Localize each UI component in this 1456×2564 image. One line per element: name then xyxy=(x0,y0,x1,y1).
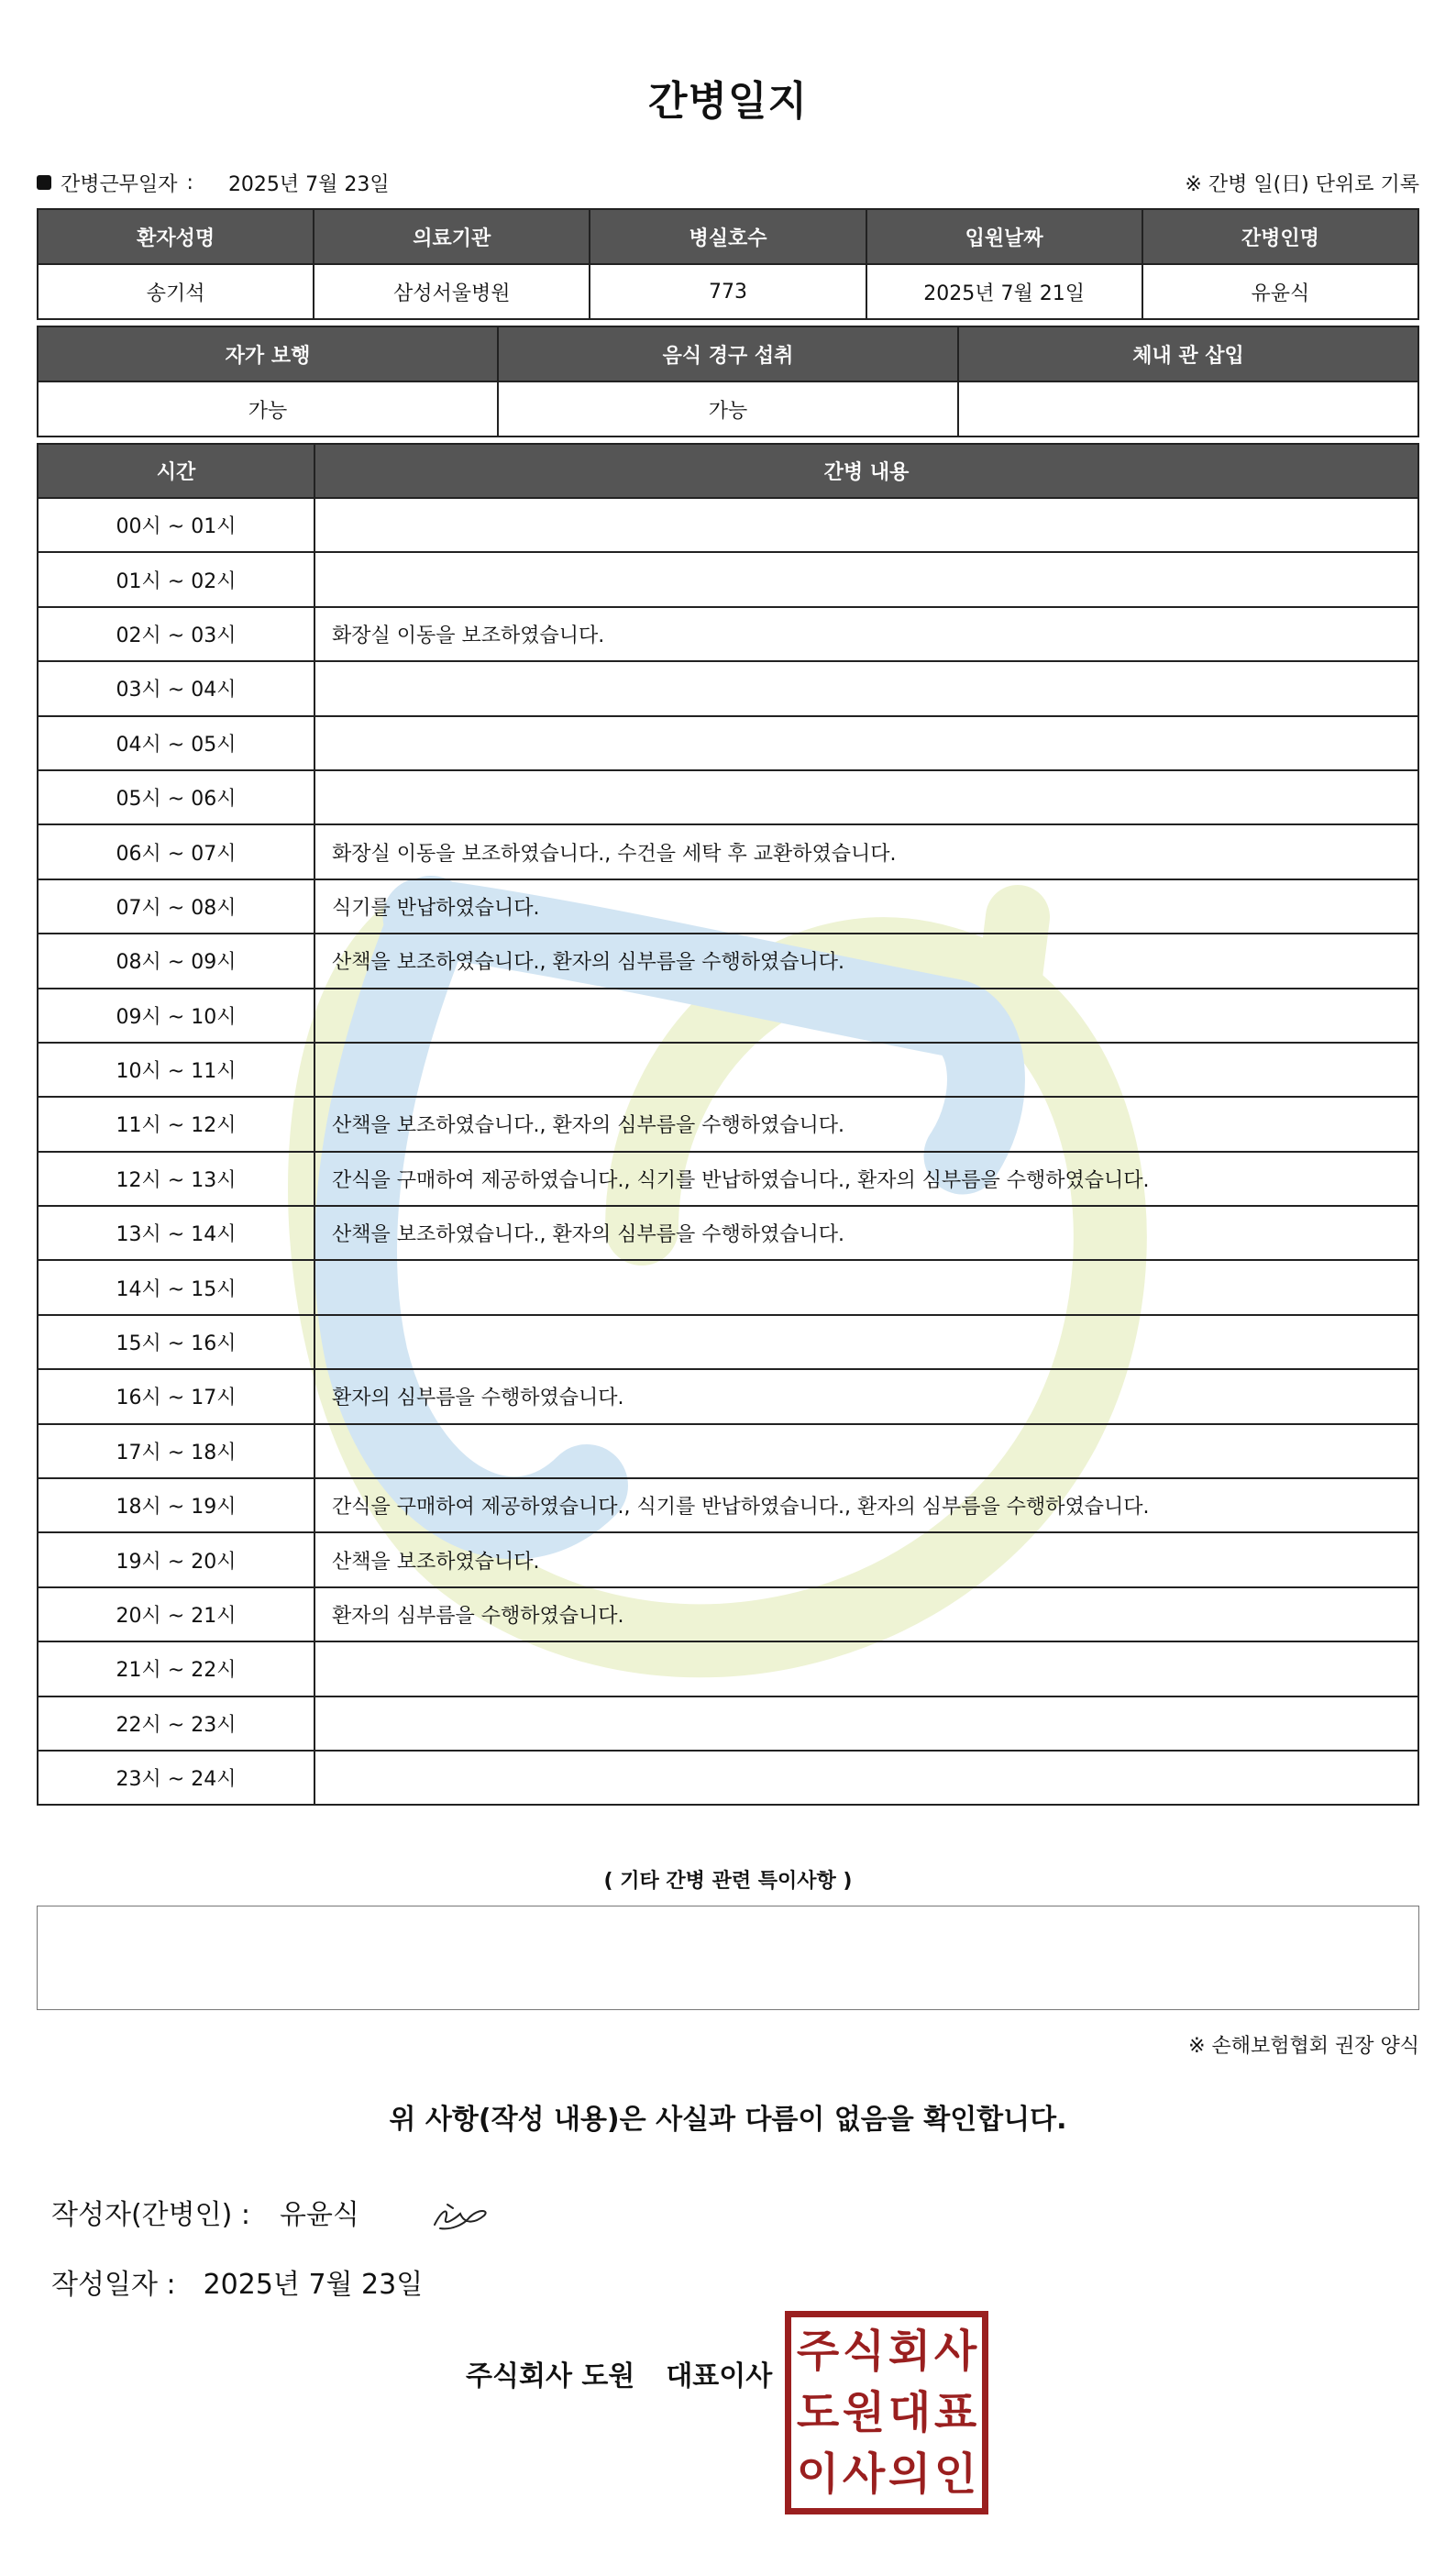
time-slot: 22시 ~ 23시 xyxy=(38,1696,314,1751)
writing-date-line xyxy=(51,2261,423,2302)
time-slot: 02시 ~ 03시 xyxy=(38,607,314,661)
table-row xyxy=(38,1424,1418,1478)
signature xyxy=(429,2197,493,2234)
care-content xyxy=(314,1424,1418,1478)
care-content xyxy=(314,716,1418,770)
table-row xyxy=(38,770,1418,824)
time-slot: 12시 ~ 13시 xyxy=(38,1152,314,1206)
time-slot: 11시 ~ 12시 xyxy=(38,1097,314,1151)
confirmation-statement: 위 사항(작성 내용)은 사실과 다름이 없음을 확인합니다. xyxy=(389,2104,1067,2136)
care-content: 산책을 보조하였습니다. xyxy=(314,1532,1418,1586)
care-content: 산책을 보조하였습니다., 환자의 심부름을 수행하였습니다. xyxy=(314,1097,1418,1151)
table-row xyxy=(38,1260,1418,1314)
time-slot: 14시 ~ 15시 xyxy=(38,1260,314,1314)
time-slot: 00시 ~ 01시 xyxy=(38,498,314,552)
oral-intake-status: 가능 xyxy=(498,381,958,437)
work-date-group xyxy=(37,169,390,197)
header-tube-insertion: 체내 관 삽입 xyxy=(958,326,1418,381)
walking-status: 가능 xyxy=(38,381,498,437)
meta-row xyxy=(37,167,1419,198)
hospital-name: 삼성서울병원 xyxy=(314,264,590,319)
time-slot: 23시 ~ 24시 xyxy=(38,1751,314,1805)
care-content xyxy=(314,1641,1418,1696)
table-row xyxy=(38,1097,1418,1151)
writer-name: 유윤식 xyxy=(279,2199,359,2231)
header-patient-name: 환자성명 xyxy=(38,209,314,264)
time-slot: 07시 ~ 08시 xyxy=(38,879,314,934)
care-content xyxy=(314,498,1418,552)
care-content: 산책을 보조하였습니다., 환자의 심부름을 수행하였습니다. xyxy=(314,934,1418,988)
care-content xyxy=(314,1260,1418,1314)
header-admission-date: 입원날짜 xyxy=(866,209,1142,264)
care-content xyxy=(314,1315,1418,1369)
patient-status-table xyxy=(37,326,1419,437)
time-slot: 08시 ~ 09시 xyxy=(38,934,314,988)
time-slot: 03시 ~ 04시 xyxy=(38,661,314,715)
care-content xyxy=(314,1696,1418,1751)
seal-character: 이 xyxy=(796,2448,840,2500)
time-slot: 05시 ~ 06시 xyxy=(38,770,314,824)
table-row xyxy=(38,879,1418,934)
seal-character: 의 xyxy=(888,2448,932,2500)
table-row xyxy=(38,716,1418,770)
writer-line xyxy=(51,2192,359,2232)
care-content xyxy=(314,989,1418,1043)
table-row xyxy=(38,1478,1418,1532)
header-room: 병실호수 xyxy=(590,209,866,264)
header-oral-intake: 음식 경구 섭취 xyxy=(498,326,958,381)
company-signature-line xyxy=(466,2353,772,2393)
table-row xyxy=(38,498,1418,552)
seal-character: 대 xyxy=(888,2386,932,2438)
time-slot: 17시 ~ 18시 xyxy=(38,1424,314,1478)
care-content xyxy=(314,770,1418,824)
care-content: 산책을 보조하였습니다., 환자의 심부름을 수행하였습니다. xyxy=(314,1206,1418,1260)
seal-character: 사 xyxy=(842,2448,886,2500)
seal-character: 표 xyxy=(933,2386,977,2438)
care-content xyxy=(314,552,1418,606)
remarks-title: ( 기타 간병 관련 특이사항 ) xyxy=(603,1870,853,1893)
room-number: 773 xyxy=(590,264,866,319)
writer-label: 작성자(간병인) : xyxy=(51,2199,250,2231)
patient-info-table xyxy=(37,208,1419,320)
care-content: 화장실 이동을 보조하였습니다. xyxy=(314,607,1418,661)
time-slot: 01시 ~ 02시 xyxy=(38,552,314,606)
care-content: 환자의 심부름을 수행하였습니다. xyxy=(314,1587,1418,1641)
header-care-content: 간병 내용 xyxy=(314,444,1418,498)
work-date-label: 간병근무일자 xyxy=(61,172,178,196)
tube-insertion-status xyxy=(958,381,1418,437)
time-slot: 20시 ~ 21시 xyxy=(38,1587,314,1641)
time-slot: 18시 ~ 19시 xyxy=(38,1478,314,1532)
time-slot: 06시 ~ 07시 xyxy=(38,824,314,879)
table-row xyxy=(38,1696,1418,1751)
admission-date: 2025년 7월 21일 xyxy=(866,264,1142,319)
time-slot: 19시 ~ 20시 xyxy=(38,1532,314,1586)
document-title: 간병일지 xyxy=(647,78,808,125)
table-row xyxy=(38,1369,1418,1423)
care-log-body xyxy=(38,498,1418,1805)
table-row xyxy=(38,989,1418,1043)
time-slot: 15시 ~ 16시 xyxy=(38,1315,314,1369)
table-row xyxy=(38,661,1418,715)
table-row xyxy=(38,1206,1418,1260)
seal-character: 회 xyxy=(888,2326,932,2378)
remarks-box xyxy=(37,1906,1419,2010)
table-row xyxy=(38,824,1418,879)
table-row xyxy=(38,552,1418,606)
time-slot: 21시 ~ 22시 xyxy=(38,1641,314,1696)
work-date-separator: : xyxy=(186,171,193,194)
table-row xyxy=(38,1152,1418,1206)
table-row xyxy=(38,1315,1418,1369)
seal-character: 원 xyxy=(842,2386,886,2438)
patient-name: 송기석 xyxy=(38,264,314,319)
seal-character: 주 xyxy=(796,2326,840,2378)
time-slot: 09시 ~ 10시 xyxy=(38,989,314,1043)
table-row xyxy=(38,1751,1418,1805)
care-content: 화장실 이동을 보조하였습니다., 수건을 세탁 후 교환하였습니다. xyxy=(314,824,1418,879)
time-slot: 13시 ~ 14시 xyxy=(38,1206,314,1260)
table-row xyxy=(38,1641,1418,1696)
table-row xyxy=(38,1043,1418,1097)
table-row xyxy=(38,1532,1418,1586)
ceo-title: 대표이사 xyxy=(666,2360,773,2393)
care-log-table xyxy=(37,443,1419,1806)
writing-date-label: 작성일자 : xyxy=(51,2269,176,2301)
form-source-note: ※ 손해보험협회 권장 양식 xyxy=(1188,2035,1419,2058)
care-content: 간식을 구매하여 제공하였습니다., 식기를 반납하였습니다., 환자의 심부름을 수행하였습니다. xyxy=(314,1478,1418,1532)
care-content xyxy=(314,661,1418,715)
care-content: 식기를 반납하였습니다. xyxy=(314,879,1418,934)
table-row xyxy=(38,607,1418,661)
header-time: 시간 xyxy=(38,444,314,498)
record-unit-note: ※ 간병 일(日) 단위로 기록 xyxy=(1185,172,1419,196)
table-row xyxy=(38,934,1418,988)
header-hospital: 의료기관 xyxy=(314,209,590,264)
seal-character: 식 xyxy=(842,2326,886,2378)
time-slot: 16시 ~ 17시 xyxy=(38,1369,314,1423)
work-date-value: 2025년 7월 23일 xyxy=(227,172,390,196)
square-bullet-icon xyxy=(37,175,51,190)
header-walking: 자가 보행 xyxy=(38,326,498,381)
writing-date-value: 2025년 7월 23일 xyxy=(203,2269,424,2301)
time-slot: 10시 ~ 11시 xyxy=(38,1043,314,1097)
care-content xyxy=(314,1043,1418,1097)
header-caregiver-name: 간병인명 xyxy=(1142,209,1418,264)
care-content: 간식을 구매하여 제공하였습니다., 식기를 반납하였습니다., 환자의 심부름을 수행하였습니다. xyxy=(314,1152,1418,1206)
caregiver-name: 유윤식 xyxy=(1142,264,1418,319)
care-content: 환자의 심부름을 수행하였습니다. xyxy=(314,1369,1418,1423)
care-content xyxy=(314,1751,1418,1805)
company-name: 주식회사 도원 xyxy=(466,2360,635,2393)
seal-character: 사 xyxy=(933,2326,977,2378)
seal-character: 인 xyxy=(933,2448,977,2500)
company-seal xyxy=(785,2311,988,2514)
table-row xyxy=(38,1587,1418,1641)
time-slot: 04시 ~ 05시 xyxy=(38,716,314,770)
seal-character: 도 xyxy=(796,2386,840,2438)
